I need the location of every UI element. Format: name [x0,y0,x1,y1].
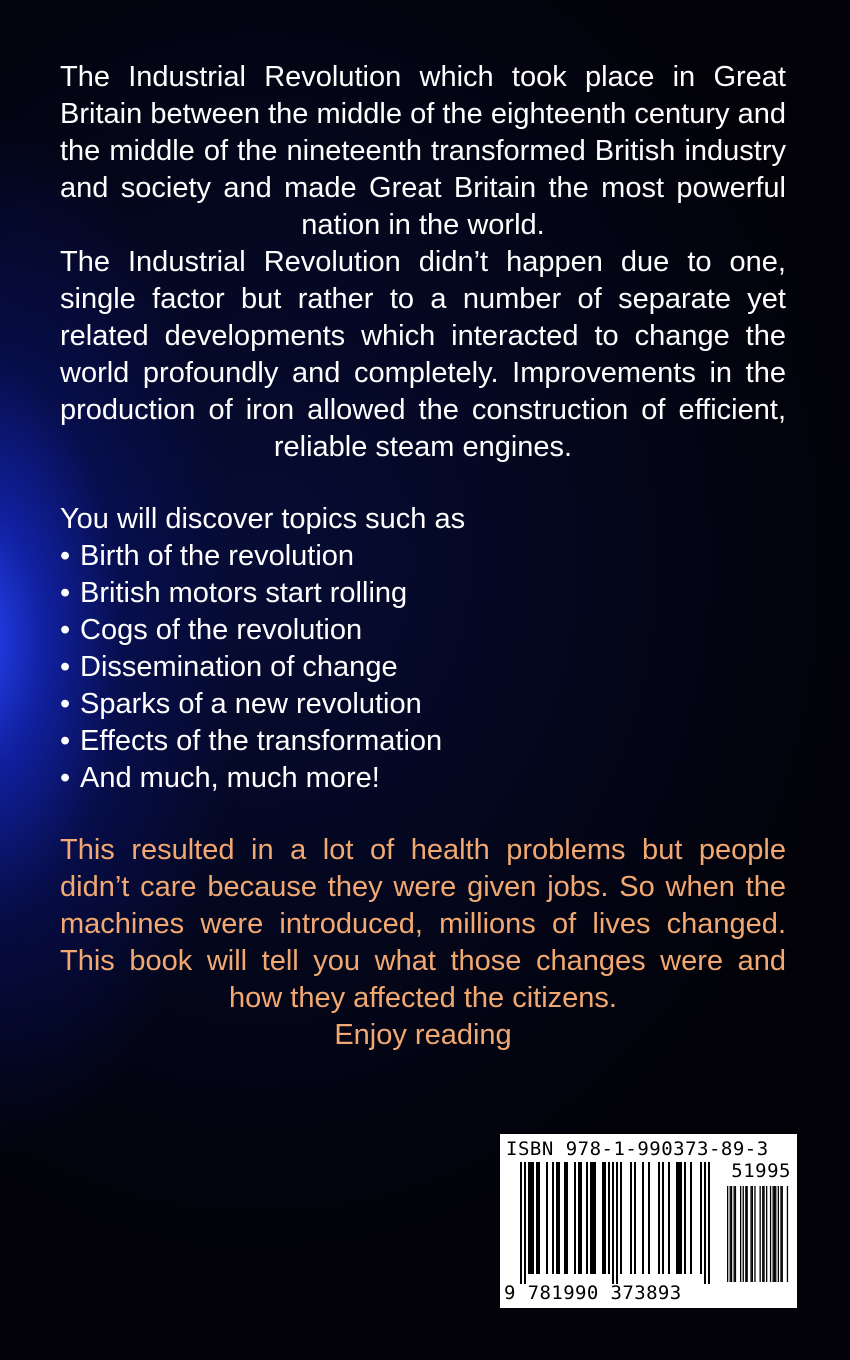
barcode-bar [648,1162,650,1274]
topic-label: Dissemination of change [80,651,398,683]
barcode-bar [676,1162,678,1274]
barcode-bar [594,1162,596,1274]
list-item [60,612,786,649]
price-barcode-bar [762,1186,763,1282]
list-item [60,649,786,686]
topic-label: Sparks of a new revolution [80,688,422,720]
price-barcode-bar [743,1186,744,1282]
barcode-bar [546,1162,548,1274]
description-paragraph-1: The Industrial Revolution which took place in Great Britain between the middle of the eighteenth century and the middle of the nineteenth transformed British industry and society and made Great Britain the most powerful nation in the world. [60,61,786,241]
barcode-bar [604,1162,606,1274]
price-barcode-bar [766,1186,767,1282]
price-barcode-bar [750,1186,751,1282]
barcode-bar [520,1162,522,1284]
description-intro [60,59,786,466]
bullet-icon: • [60,540,71,572]
price-barcode-bar [747,1186,748,1282]
list-item [60,686,786,723]
description-paragraph-2: The Industrial Revolution didn’t happen due to one, single factor but rather to a number of separate yet related developments which interacted to change the world profoundly and completely. Improvements in the production of iron allowed the construction of efficient, reliable steam engines. [60,246,786,463]
barcode-bar [704,1162,706,1284]
topic-label: Effects of the transformation [80,725,443,757]
barcode-bar [580,1162,582,1274]
topics-list [60,538,786,797]
barcode-bar [530,1162,532,1274]
topic-label: Cogs of the revolution [80,614,363,646]
price-barcode-bar [775,1186,776,1282]
barcode-bar [558,1162,560,1274]
barcode-bar [658,1162,660,1274]
price-barcode-bar [773,1186,774,1282]
isbn-label: ISBN 978-1-990373-89-3 [506,1138,769,1160]
barcode-bar [574,1162,576,1274]
price-barcode-bar [760,1186,761,1282]
barcode-bar [616,1162,618,1284]
barcode-bar [578,1162,580,1274]
topic-label: And much, much more! [80,762,380,794]
enjoy-reading-text: Enjoy reading [334,1019,512,1051]
barcode-bar [642,1162,644,1274]
topics-section [60,501,786,797]
barcode-bar [556,1162,558,1274]
barcode-bar [678,1162,680,1274]
barcode-bar [620,1162,622,1274]
barcode-bar [630,1162,632,1274]
barcode-bar [612,1162,614,1284]
list-item [60,723,786,760]
barcode-bar [528,1162,530,1274]
price-barcode-bar [754,1186,755,1282]
barcode-bar [668,1162,670,1274]
list-item [60,575,786,612]
barcode-bar [684,1162,686,1274]
description-paragraph-3: This resulted in a lot of health problems but people didn’t care because they were given jobs. So when the machines were introduced, millions of lives changed. This book will tell you what those changes were and how they affected the citizens. [60,834,786,1014]
barcode-bar [524,1162,526,1284]
price-barcode-bar [770,1186,771,1282]
barcode-bar [708,1162,710,1284]
barcode-bar [566,1162,568,1274]
price-barcode-bar [730,1186,731,1282]
barcode-bar [634,1162,636,1274]
bullet-icon: • [60,688,71,720]
barcode-bar [592,1162,594,1274]
barcode-bar [662,1162,664,1274]
barcode-bar [538,1162,540,1274]
price-barcode-bar [780,1186,781,1282]
barcode-bar [590,1162,592,1274]
bullet-icon: • [60,725,71,757]
price-barcode-bar [774,1186,775,1282]
barcode-bar [690,1162,692,1274]
price-barcode-bar [752,1186,753,1282]
price-barcode-bar [735,1186,736,1282]
topics-intro: You will discover topics such as [60,503,466,535]
ean-digits: 9 781990 373893 [504,1282,682,1304]
price-barcode-bar [782,1186,783,1282]
barcode-bar [532,1162,534,1274]
barcode-bars-icon [512,1162,718,1284]
topic-label: Birth of the revolution [80,540,355,572]
barcode-bar [536,1162,538,1274]
bullet-icon: • [60,614,71,646]
bullet-icon: • [60,651,71,683]
topic-label: British motors start rolling [80,577,408,609]
price-barcode-bar [727,1186,728,1282]
barcode-bar [680,1162,682,1274]
barcode-bar [552,1162,554,1274]
barcode-bar [564,1162,566,1274]
bullet-icon: • [60,577,71,609]
barcode-bar [700,1162,702,1274]
barcode-bar [586,1162,588,1274]
price-code: 51995 [731,1160,791,1182]
barcode-bar [602,1162,604,1274]
price-barcode-bar [731,1186,732,1282]
isbn-barcode [500,1134,797,1308]
list-item [60,760,786,797]
description-closing [60,832,786,1054]
price-barcode-bar [745,1186,746,1282]
price-barcode-bar [787,1186,788,1282]
price-barcode-bar [740,1186,741,1282]
price-barcode-bar [763,1186,764,1282]
list-item [60,538,786,575]
price-barcode-bar [778,1186,779,1282]
bullet-icon: • [60,762,71,794]
price-barcode-bar [734,1186,735,1282]
barcode-bar [608,1162,610,1274]
price-barcode-bars-icon [727,1186,791,1284]
